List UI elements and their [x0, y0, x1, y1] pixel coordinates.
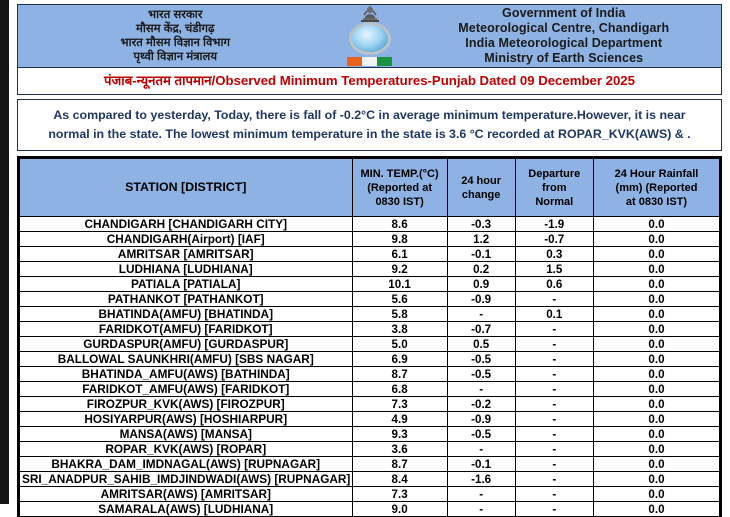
cell-departure: 1.5 [515, 262, 593, 277]
table-row [20, 367, 720, 382]
cell-rainfall: 0.0 [593, 502, 719, 517]
table-row [20, 292, 720, 307]
cell-departure: - [515, 322, 593, 337]
table-row [20, 412, 720, 427]
column-header-min-temp-line-2: (Reported at [367, 181, 432, 194]
cell-departure: -0.7 [515, 232, 593, 247]
table-row [20, 217, 720, 232]
table-row [20, 397, 720, 412]
column-header-departure-line-2: from [542, 181, 567, 194]
cell-station: BHAKRA_DAM_IMDNAGAL(AWS) [RUPNAGAR] [20, 457, 353, 472]
summary-notice: As compared to yesterday, Today, there is fall of -0.2°C in average minimum temperature.However, it is near normal in the state. The lowest minimum temperature in the state is 3.6 °C recorded at ROPAR_KVK(AWS) & . [17, 99, 722, 151]
cell-rainfall: 0.0 [593, 442, 719, 457]
cell-min-temp: 5.8 [352, 307, 447, 322]
cell-departure: - [515, 367, 593, 382]
imd-emblem-icon [342, 5, 398, 67]
cell-station: CHANDIGARH(Airport) [IAF] [20, 232, 353, 247]
cell-station: SRI_ANADPUR_SAHIB_IMDJINDWADI(AWS) [RUPNAGAR] [20, 472, 353, 487]
cell-station: CHANDIGARH [CHANDIGARH CITY] [20, 217, 353, 232]
cell-station: BHATINDA_AMFU(AWS) [BATHINDA] [20, 367, 353, 382]
masthead-hindi-line-3: भारत मौसम विज्ञान विभाग [120, 37, 230, 49]
column-header-change-line-2: change [461, 188, 501, 201]
table-row [20, 457, 720, 472]
cell-24h-change: -0.9 [447, 412, 515, 427]
cell-station: GURDASPUR(AMFU) [GURDASPUR] [20, 337, 353, 352]
cell-departure: - [515, 382, 593, 397]
cell-min-temp: 8.4 [352, 472, 447, 487]
cell-rainfall: 0.0 [593, 382, 719, 397]
cell-min-temp: 8.7 [352, 367, 447, 382]
masthead-banner [17, 4, 722, 68]
cell-rainfall: 0.0 [593, 217, 719, 232]
column-header-departure-line-1: Departure [528, 167, 581, 180]
cell-24h-change: -0.1 [447, 247, 515, 262]
cell-min-temp: 5.0 [352, 337, 447, 352]
cell-departure: - [515, 442, 593, 457]
cell-departure: - [515, 337, 593, 352]
table-row [20, 232, 720, 247]
cell-rainfall: 0.0 [593, 292, 719, 307]
cell-24h-change: -0.3 [447, 217, 515, 232]
column-header-24h-change [447, 159, 515, 217]
cell-station: SAMARALA(AWS) [LUDHIANA] [20, 502, 353, 517]
cell-station: HOSIYARPUR(AWS) [HOSHIARPUR] [20, 412, 353, 427]
cell-departure: - [515, 457, 593, 472]
table-row [20, 277, 720, 292]
cell-24h-change: - [447, 487, 515, 502]
cell-24h-change: -0.5 [447, 367, 515, 382]
tricolor-ribbon-icon [347, 57, 393, 66]
cell-departure: - [515, 502, 593, 517]
cell-min-temp: 10.1 [352, 277, 447, 292]
table-row [20, 472, 720, 487]
cell-station: MANSA(AWS) [MANSA] [20, 427, 353, 442]
cell-24h-change: 1.2 [447, 232, 515, 247]
cell-station: FIROZPUR_KVK(AWS) [FIROZPUR] [20, 397, 353, 412]
cell-min-temp: 9.2 [352, 262, 447, 277]
column-header-min-temp [352, 159, 447, 217]
cell-station: LUDHIANA [LUDHIANA] [20, 262, 353, 277]
masthead-hindi-block [18, 8, 333, 64]
observations-table [19, 158, 720, 517]
table-row [20, 262, 720, 277]
cell-min-temp: 6.8 [352, 382, 447, 397]
cell-min-temp: 7.3 [352, 397, 447, 412]
imd-logo [333, 5, 407, 67]
cell-station: BALLOWAL SAUNKHRI(AMFU) [SBS NAGAR] [20, 352, 353, 367]
cell-rainfall: 0.0 [593, 427, 719, 442]
cell-24h-change: 0.5 [447, 337, 515, 352]
cell-24h-change: - [447, 502, 515, 517]
column-header-departure-line-3: Normal [535, 195, 574, 208]
page-title: पंजाब-न्यूनतम तापमान/Observed Minimum Temperatures-Punjab Dated 09 December 2025 [104, 73, 635, 88]
cell-rainfall: 0.0 [593, 262, 719, 277]
cell-rainfall: 0.0 [593, 412, 719, 427]
globe-icon [349, 22, 391, 55]
table-row [20, 337, 720, 352]
cell-rainfall: 0.0 [593, 352, 719, 367]
cell-rainfall: 0.0 [593, 367, 719, 382]
ashoka-pillar-icon [359, 5, 381, 23]
cell-24h-change: -0.1 [447, 457, 515, 472]
cell-min-temp: 3.6 [352, 442, 447, 457]
cell-rainfall: 0.0 [593, 337, 719, 352]
column-header-min-temp-line-3: 0830 IST) [375, 195, 424, 208]
cell-rainfall: 0.0 [593, 487, 719, 502]
column-header-rainfall [593, 159, 719, 217]
table-row [20, 352, 720, 367]
cell-min-temp: 7.3 [352, 487, 447, 502]
masthead-english-block [407, 6, 722, 67]
cell-departure: 0.1 [515, 307, 593, 322]
cell-station: PATHANKOT [PATHANKOT] [20, 292, 353, 307]
cell-24h-change: -0.5 [447, 352, 515, 367]
cell-24h-change: - [447, 307, 515, 322]
cell-station: AMRITSAR [AMRITSAR] [20, 247, 353, 262]
cell-station: BHATINDA(AMFU) [BHATINDA] [20, 307, 353, 322]
column-header-change-line-1: 24 hour [461, 174, 501, 187]
cell-min-temp: 6.1 [352, 247, 447, 262]
table-row [20, 487, 720, 502]
cell-min-temp: 4.9 [352, 412, 447, 427]
cell-station: FARIDKOT_AMFU(AWS) [FARIDKOT] [20, 382, 353, 397]
cell-min-temp: 8.6 [352, 217, 447, 232]
cell-rainfall: 0.0 [593, 247, 719, 262]
column-header-min-temp-line-1: MIN. TEMP.(°C) [360, 167, 439, 180]
masthead-english-line-4: Ministry of Earth Sciences [484, 51, 644, 66]
masthead-hindi-line-4: पृथ्वी विज्ञान मंत्रालय [133, 51, 217, 64]
observations-table-wrapper [17, 156, 722, 517]
cell-min-temp: 9.0 [352, 502, 447, 517]
cell-departure: 0.3 [515, 247, 593, 262]
cell-min-temp: 5.6 [352, 292, 447, 307]
cell-rainfall: 0.0 [593, 472, 719, 487]
masthead-hindi-line-2: मौसम केंद्र, चंडीगढ़ [136, 22, 215, 35]
cell-24h-change: - [447, 442, 515, 457]
masthead-english-line-3: India Meteorological Department [465, 36, 663, 50]
cell-rainfall: 0.0 [593, 277, 719, 292]
cell-min-temp: 8.7 [352, 457, 447, 472]
cell-station: ROPAR_KVK(AWS) [ROPAR] [20, 442, 353, 457]
cell-rainfall: 0.0 [593, 457, 719, 472]
cell-departure: -1.9 [515, 217, 593, 232]
cell-station: AMRITSAR(AWS) [AMRITSAR] [20, 487, 353, 502]
table-row [20, 442, 720, 457]
column-header-rainfall-line-1: 24 Hour Rainfall [614, 167, 699, 180]
report-page [9, 0, 730, 517]
cell-rainfall: 0.0 [593, 307, 719, 322]
table-row [20, 427, 720, 442]
cell-min-temp: 6.9 [352, 352, 447, 367]
table-row [20, 322, 720, 337]
table-row [20, 247, 720, 262]
cell-rainfall: 0.0 [593, 232, 719, 247]
cell-24h-change: 0.2 [447, 262, 515, 277]
table-body [20, 217, 720, 517]
cell-min-temp: 3.8 [352, 322, 447, 337]
cell-24h-change: -1.6 [447, 472, 515, 487]
cell-departure: - [515, 472, 593, 487]
cell-24h-change: 0.9 [447, 277, 515, 292]
cell-departure: 0.6 [515, 277, 593, 292]
masthead-hindi-line-1: भारत सरकार [147, 8, 203, 21]
cell-departure: - [515, 397, 593, 412]
cell-rainfall: 0.0 [593, 397, 719, 412]
cell-station: FARIDKOT(AMFU) [FARIDKOT] [20, 322, 353, 337]
cell-min-temp: 9.8 [352, 232, 447, 247]
cell-min-temp: 9.3 [352, 427, 447, 442]
table-header-row [20, 159, 720, 217]
table-row [20, 382, 720, 397]
cell-24h-change: -0.7 [447, 322, 515, 337]
cell-24h-change: -0.5 [447, 427, 515, 442]
report-title-bar [17, 68, 722, 95]
table-row [20, 307, 720, 322]
cell-rainfall: 0.0 [593, 322, 719, 337]
masthead-english-line-2: Meteorological Centre, Chandigarh [458, 20, 670, 35]
left-gutter [0, 0, 9, 504]
cell-departure: - [515, 352, 593, 367]
cell-station: PATIALA [PATIALA] [20, 277, 353, 292]
column-header-rainfall-line-3: at 0830 IST) [625, 195, 688, 208]
cell-departure: - [515, 427, 593, 442]
cell-24h-change: -0.2 [447, 397, 515, 412]
column-header-rainfall-line-2: (mm) (Reported [615, 181, 698, 194]
cell-departure: - [515, 412, 593, 427]
column-header-departure [515, 159, 593, 217]
cell-24h-change: -0.9 [447, 292, 515, 307]
masthead-english-line-1: Government of India [502, 5, 626, 20]
cell-departure: - [515, 292, 593, 307]
cell-departure: - [515, 487, 593, 502]
column-header-station: STATION [DISTRICT] [20, 159, 353, 217]
cell-24h-change: - [447, 382, 515, 397]
